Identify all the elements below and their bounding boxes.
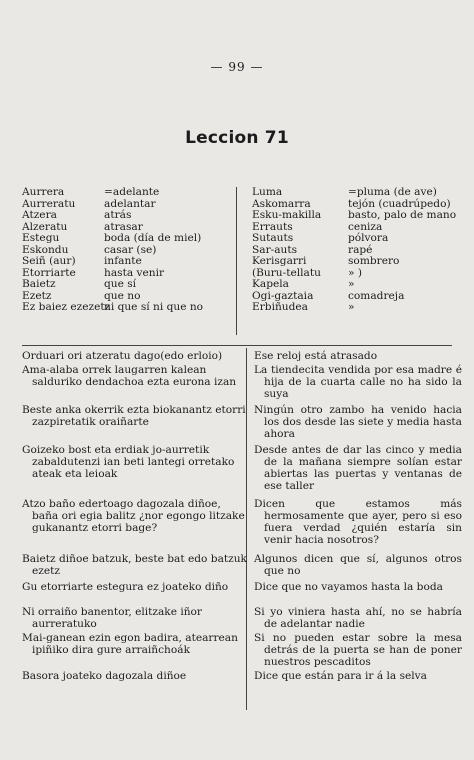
basque-word: Kapela (252, 278, 289, 290)
spanish-word: rapé (348, 243, 373, 256)
basque-word: Alzeratu (22, 220, 68, 233)
spanish-word: » ) (348, 266, 362, 279)
spanish-word: » (348, 301, 355, 313)
spanish-sentence: Dicen que estamos más hermosamente que ayer, pero si eso fuera verdad ¿quién estaría sin venir hacia nosotros? (254, 498, 462, 546)
basque-word: Ogi-gaztaia (252, 289, 314, 302)
basque-word: Seiñ (aur) (22, 255, 76, 267)
spanish-sentence: Desde antes de dar las cinco y media de la mañana siempre solían estar abiertas las puertas y ventanas de ese taller (254, 444, 462, 492)
spanish-word: ni que sí ni que no (104, 301, 204, 313)
vocab-row (240, 210, 460, 222)
vocab-row (240, 256, 460, 268)
basque-sentence: Basora joateko dagozala diñoe (22, 670, 187, 682)
spanish-word: ceniza (348, 220, 383, 233)
basque-word: Atzera (22, 209, 57, 221)
spanish-word: adelantar (104, 197, 156, 210)
spanish-word: pólvora (348, 232, 389, 244)
vocabulary-right-column (240, 187, 460, 314)
spanish-sentence: Ese reloj está atrasado (254, 350, 378, 362)
basque-word: Kerisgarri (252, 255, 307, 267)
basque-sentence: Goizeko bost eta erdiak jo-aurretik zabaldutenzi ian beti lantegi orretako ateak eta leioak (22, 444, 235, 480)
spanish-word: atrasar (104, 220, 143, 233)
vocabulary-table (22, 186, 457, 337)
basque-sentence: Beste anka okerrik ezta biokanantz etorri zazpiretatik oraiñarte (22, 404, 246, 428)
basque-word: Aurreratu (22, 197, 76, 210)
vocab-row (22, 210, 236, 222)
vocab-row (240, 233, 460, 245)
spanish-word: =adelante (104, 186, 160, 198)
spanish-word: infante (104, 255, 142, 267)
basque-word: Baietz (22, 278, 56, 290)
vocab-row (240, 279, 460, 291)
basque-word: Luma (252, 186, 283, 198)
spanish-word: que sí (104, 278, 137, 290)
basque-word: Erbiñudea (252, 301, 308, 313)
spanish-word: atrás (104, 209, 132, 221)
basque-sentence: Ni orraiño banentor, elitzake iñor aurreratuko (22, 606, 202, 630)
basque-word: (Buru-tellatu (252, 266, 321, 279)
spanish-sentence: Si no pueden estar sobre la mesa detrás de la puerta se han de poner nuestros pescaditos (254, 632, 462, 668)
spanish-word: casar (se) (104, 243, 157, 256)
basque-sentence: Mai-ganean ezin egon badira, atearrean ipiñiko dira gure arraiñchoák (22, 632, 238, 656)
spanish-word: boda (día de miel) (104, 232, 202, 244)
spanish-sentence: Dice que no vayamos hasta la boda (254, 581, 443, 593)
basque-sentence: Gu etorriarte estegura ez joateko diño (22, 581, 229, 593)
spanish-sentence: Ningún otro zambo ha venido hacia los dos desde las siete y media hasta ahora (254, 404, 462, 440)
spanish-word: basto, palo de mano (348, 209, 457, 221)
spanish-word: =pluma (de ave) (348, 186, 437, 198)
spanish-word: tejón (cuadrúpedo) (348, 197, 451, 210)
spanish-sentence: Si yo viniera hasta ahí, no se habría de adelantar nadie (254, 606, 462, 630)
basque-word: Esku-makilla (252, 209, 322, 221)
basque-sentence: Ama-alaba orrek laugarren kalean salduriko dendachoa ezta eurona izan (22, 364, 237, 388)
spanish-word: sombrero (348, 255, 400, 267)
basque-word: Sutauts (252, 232, 294, 244)
spanish-word: hasta venir (104, 266, 165, 279)
spanish-sentence: Algunos dicen que sí, algunos otros que no (254, 553, 462, 577)
basque-word: Askomarra (252, 197, 311, 210)
basque-word: Sar-auts (252, 243, 298, 256)
spanish-sentence: Dice que están para ir á la selva (254, 670, 427, 682)
spanish-word: comadreja (348, 289, 405, 302)
spanish-sentence: La tiendecita vendida por esa madre é hija de la cuarta calle no ha sido la suya (254, 364, 462, 400)
lesson-title: Leccion 71 (185, 128, 289, 148)
basque-word: Ez baiez ezezetz (22, 301, 111, 313)
section-divider (22, 345, 452, 346)
basque-word: Ezetz (22, 289, 52, 302)
spanish-word: » (348, 278, 355, 290)
basque-word: Estegu (22, 232, 60, 244)
vocab-row (22, 233, 236, 245)
vocab-row (240, 302, 460, 314)
basque-word: Etorriarte (22, 266, 76, 279)
vocabulary-left-column (22, 187, 237, 335)
spanish-word: que no (104, 289, 141, 302)
translation-exercises (22, 348, 462, 710)
vocab-row (22, 187, 236, 199)
basque-word: Aurrera (22, 186, 65, 198)
vocab-row (240, 187, 460, 199)
vocab-row (22, 256, 236, 268)
basque-sentence: Atzo baño edertoago dagozala diñoe, baña ori egia balitz ¿nor egongo litzake gukanantz etorri bage? (22, 498, 245, 534)
page-number: — 99 — (210, 60, 264, 74)
basque-sentence: Baietz diñoe batzuk, beste bat edo batzuk ezetz (22, 553, 247, 577)
vocab-row (22, 279, 236, 291)
basque-word: Errauts (252, 220, 293, 233)
vocab-row (22, 302, 236, 314)
basque-sentence: Orduari ori atzeratu dago(edo erloio) (22, 350, 223, 362)
basque-word: Eskondu (22, 243, 69, 256)
